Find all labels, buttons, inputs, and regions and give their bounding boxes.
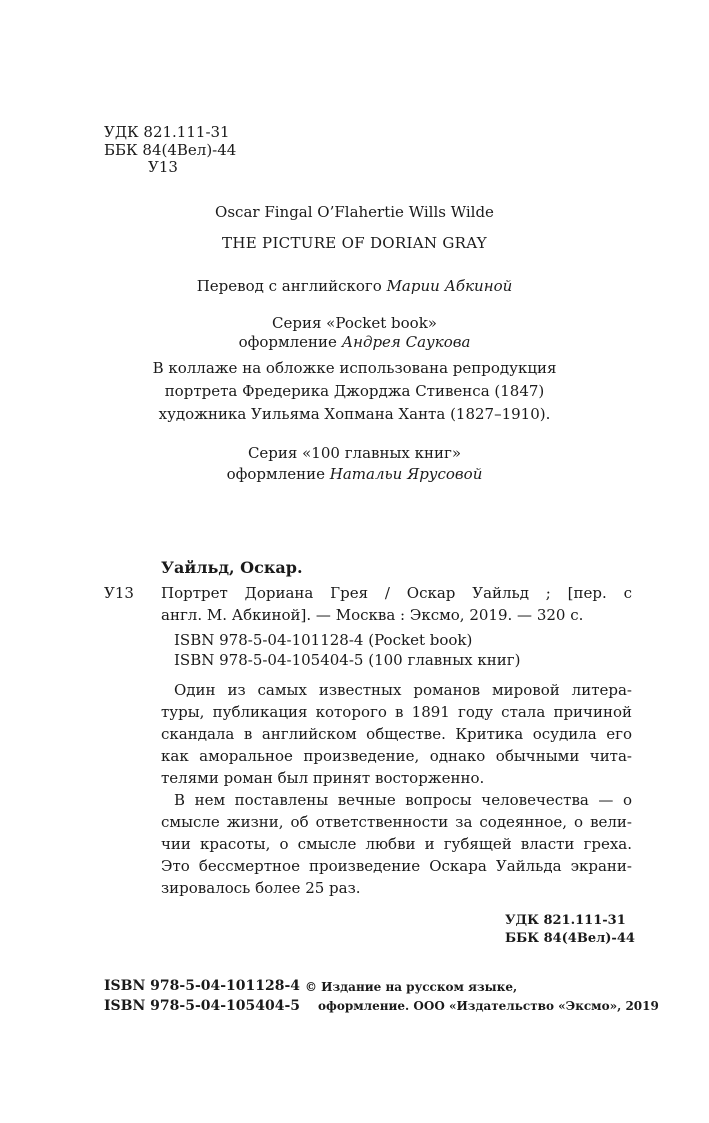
series2-design [0,464,709,484]
annotation-p1-line-4: как аморальное произведение, однако обычными чита- [161,747,632,765]
author-mark-top: У13 [148,158,178,176]
series1-design-prefix: оформление [238,333,342,351]
catalog-mark: У13 [104,584,134,602]
collage-line-1: В коллаже на обложке использована репродукция [152,359,557,377]
translation-prefix: Перевод с английского [196,277,387,295]
bbk-code-top: ББК 84(4Вел)-44 [104,141,237,159]
annotation-p1-line-1: Один из самых известных романов мировой литера- [174,681,632,699]
bbk-code-bottom: ББК 84(4Вел)-44 [505,931,635,946]
catalog-heading: Уайльд, Оскар. [161,558,303,577]
series1-designer: Андрея Саукова [341,333,471,351]
annotation-p2-line-1: В нем поставлены вечные вопросы человечества — о [174,791,632,809]
catalog-description-line-1: Портрет Дориана Грея / Оскар Уайльд ; [пер. с [161,584,632,602]
annotation-p2-line-5: зировалось более 25 раз. [161,879,361,897]
annotation-p1-line-3: скандала в английском обществе. Критика осудила его [161,725,632,743]
series2-design-prefix: оформление [226,465,330,483]
annotation-p1-line-5: телями роман был принят восторженно. [161,769,485,787]
annotation-p1-line-2: туры, публикация которого в 1891 году стала причиной [161,703,632,721]
collage-line-3: художника Уильяма Хопмана Ханта (1827–1910). [158,405,551,423]
udk-code-bottom: УДК 821.111-31 [505,913,626,928]
series2-designer: Натальи Ярусовой [329,465,483,483]
translation-line [0,276,709,296]
series1-name: Серия «Pocket book» [272,314,437,332]
catalog-description-line-2: англ. М. Абкиной]. — Москва : Эксмо, 2019. — 320 с. [161,606,584,624]
original-title: THE PICTURE OF DORIAN GRAY [222,234,487,252]
footer-isbn-2: ISBN 978-5-04-105404-5 [104,998,301,1014]
original-author: Oscar Fingal O’Flahertie Wills Wilde [215,203,494,221]
annotation-p2-line-4: Это бессмертное произведение Оскара Уайльда экрани- [161,857,632,875]
copyright-line-1: © Издание на русском языке, [305,980,518,994]
catalog-isbn-2: ISBN 978-5-04-105404-5 (100 главных книг) [174,651,521,669]
translator-name: Марии Абкиной [386,277,513,295]
series2-name: Серия «100 главных книг» [247,444,462,462]
footer-isbn-1: ISBN 978-5-04-101128-4 [104,978,301,994]
udk-code-top: УДК 821.111-31 [104,123,230,141]
annotation-p2-line-3: чии красоты, о смысле любви и губящей власти греха. [161,835,632,853]
annotation-p2-line-2: смысле жизни, об ответственности за содеянное, о вели- [161,813,632,831]
collage-line-2: портрета Фредерика Джорджа Стивенса (1847) [164,382,545,400]
series1-design [0,332,709,352]
copyright-line-2: оформление. ООО «Издательство «Эксмо», 2019 [318,999,659,1013]
catalog-isbn-1: ISBN 978-5-04-101128-4 (Pocket book) [174,631,473,649]
